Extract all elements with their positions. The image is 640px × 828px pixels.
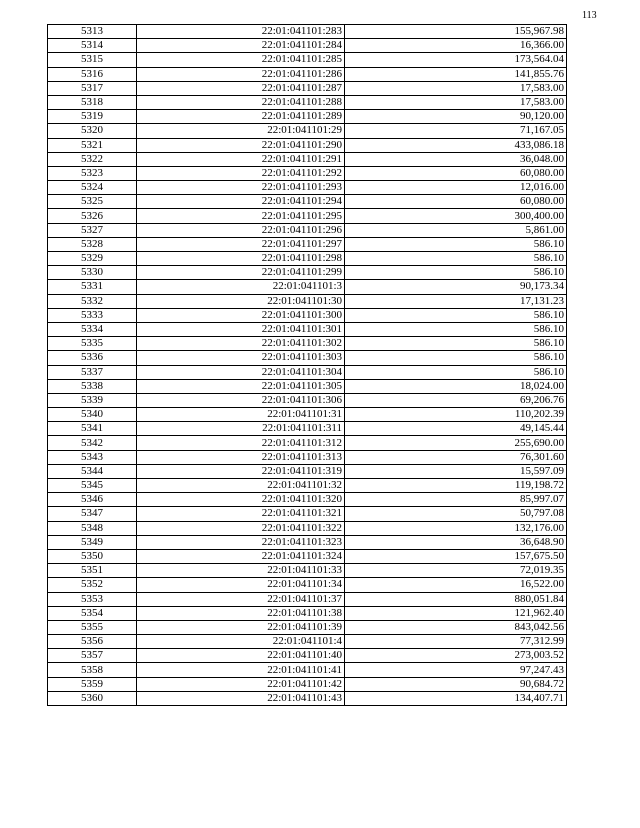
row-number-cell: 5335 (48, 337, 137, 351)
row-number-cell: 5326 (48, 209, 137, 223)
cadastral-number-cell: 22:01:041101:297 (137, 237, 345, 251)
cadastral-number-cell: 22:01:041101:302 (137, 337, 345, 351)
amount-cell: 69,206.76 (345, 393, 567, 407)
table-row (48, 209, 567, 223)
cadastral-number-cell: 22:01:041101:283 (137, 25, 345, 39)
amount-cell: 255,690.00 (345, 436, 567, 450)
amount-cell: 586.10 (345, 308, 567, 322)
table-row (48, 67, 567, 81)
table-row (48, 663, 567, 677)
table-row (48, 521, 567, 535)
cadastral-number-cell: 22:01:041101:29 (137, 124, 345, 138)
row-number-cell: 5320 (48, 124, 137, 138)
table-row (48, 493, 567, 507)
row-number-cell: 5360 (48, 691, 137, 705)
table-row (48, 166, 567, 180)
table-row (48, 308, 567, 322)
table-row (48, 408, 567, 422)
cadastral-number-cell: 22:01:041101:285 (137, 53, 345, 67)
cadastral-number-cell: 22:01:041101:299 (137, 266, 345, 280)
amount-cell: 110,202.39 (345, 408, 567, 422)
cadastral-number-cell: 22:01:041101:305 (137, 379, 345, 393)
table-row (48, 124, 567, 138)
amount-cell: 132,176.00 (345, 521, 567, 535)
row-number-cell: 5351 (48, 564, 137, 578)
amount-cell: 141,855.76 (345, 67, 567, 81)
cadastral-number-cell: 22:01:041101:286 (137, 67, 345, 81)
row-number-cell: 5354 (48, 606, 137, 620)
table-row (48, 237, 567, 251)
cadastral-number-cell: 22:01:041101:38 (137, 606, 345, 620)
cadastral-number-cell: 22:01:041101:304 (137, 365, 345, 379)
row-number-cell: 5330 (48, 266, 137, 280)
cadastral-number-cell: 22:01:041101:34 (137, 578, 345, 592)
row-number-cell: 5350 (48, 549, 137, 563)
row-number-cell: 5342 (48, 436, 137, 450)
amount-cell: 173,564.04 (345, 53, 567, 67)
table-row (48, 606, 567, 620)
cadastral-number-cell: 22:01:041101:42 (137, 677, 345, 691)
row-number-cell: 5337 (48, 365, 137, 379)
cadastral-number-cell: 22:01:041101:324 (137, 549, 345, 563)
table-row (48, 25, 567, 39)
row-number-cell: 5355 (48, 620, 137, 634)
row-number-cell: 5328 (48, 237, 137, 251)
row-number-cell: 5343 (48, 450, 137, 464)
amount-cell: 119,198.72 (345, 479, 567, 493)
table-row (48, 223, 567, 237)
row-number-cell: 5329 (48, 252, 137, 266)
cadastral-number-cell: 22:01:041101:288 (137, 95, 345, 109)
row-number-cell: 5359 (48, 677, 137, 691)
cadastral-number-cell: 22:01:041101:321 (137, 507, 345, 521)
amount-cell: 157,675.50 (345, 549, 567, 563)
row-number-cell: 5358 (48, 663, 137, 677)
table-row (48, 677, 567, 691)
amount-cell: 586.10 (345, 237, 567, 251)
row-number-cell: 5340 (48, 408, 137, 422)
table-row (48, 564, 567, 578)
cadastral-number-cell: 22:01:041101:30 (137, 294, 345, 308)
table-row (48, 39, 567, 53)
amount-cell: 90,173.34 (345, 280, 567, 294)
row-number-cell: 5338 (48, 379, 137, 393)
cadastral-number-cell: 22:01:041101:43 (137, 691, 345, 705)
amount-cell: 586.10 (345, 337, 567, 351)
table-row (48, 379, 567, 393)
amount-cell: 50,797.08 (345, 507, 567, 521)
row-number-cell: 5336 (48, 351, 137, 365)
cadastral-number-cell: 22:01:041101:290 (137, 138, 345, 152)
cadastral-number-cell: 22:01:041101:4 (137, 635, 345, 649)
table-row (48, 393, 567, 407)
row-number-cell: 5318 (48, 95, 137, 109)
amount-cell: 60,080.00 (345, 195, 567, 209)
cadastral-number-cell: 22:01:041101:313 (137, 450, 345, 464)
cadastral-number-cell: 22:01:041101:284 (137, 39, 345, 53)
table-row (48, 507, 567, 521)
amount-cell: 90,684.72 (345, 677, 567, 691)
cadastral-number-cell: 22:01:041101:3 (137, 280, 345, 294)
cadastral-number-cell: 22:01:041101:39 (137, 620, 345, 634)
row-number-cell: 5339 (48, 393, 137, 407)
row-number-cell: 5324 (48, 181, 137, 195)
cadastral-number-cell: 22:01:041101:323 (137, 535, 345, 549)
amount-cell: 300,400.00 (345, 209, 567, 223)
amount-cell: 880,051.84 (345, 592, 567, 606)
data-table (47, 24, 567, 706)
table-row (48, 450, 567, 464)
cadastral-number-cell: 22:01:041101:300 (137, 308, 345, 322)
amount-cell: 586.10 (345, 252, 567, 266)
cadastral-number-cell: 22:01:041101:303 (137, 351, 345, 365)
row-number-cell: 5352 (48, 578, 137, 592)
amount-cell: 85,997.07 (345, 493, 567, 507)
cadastral-number-cell: 22:01:041101:306 (137, 393, 345, 407)
row-number-cell: 5322 (48, 152, 137, 166)
table-row (48, 95, 567, 109)
cadastral-number-cell: 22:01:041101:37 (137, 592, 345, 606)
table-row (48, 592, 567, 606)
amount-cell: 97,247.43 (345, 663, 567, 677)
table-row (48, 649, 567, 663)
table-row (48, 252, 567, 266)
row-number-cell: 5348 (48, 521, 137, 535)
cadastral-number-cell: 22:01:041101:32 (137, 479, 345, 493)
amount-cell: 433,086.18 (345, 138, 567, 152)
row-number-cell: 5314 (48, 39, 137, 53)
cadastral-number-cell: 22:01:041101:301 (137, 322, 345, 336)
row-number-cell: 5325 (48, 195, 137, 209)
row-number-cell: 5347 (48, 507, 137, 521)
table-row (48, 578, 567, 592)
row-number-cell: 5344 (48, 464, 137, 478)
cadastral-number-cell: 22:01:041101:312 (137, 436, 345, 450)
cadastral-number-cell: 22:01:041101:291 (137, 152, 345, 166)
table-row (48, 549, 567, 563)
amount-cell: 76,301.60 (345, 450, 567, 464)
cadastral-number-cell: 22:01:041101:293 (137, 181, 345, 195)
amount-cell: 586.10 (345, 365, 567, 379)
amount-cell: 72,019.35 (345, 564, 567, 578)
amount-cell: 273,003.52 (345, 649, 567, 663)
amount-cell: 36,648.90 (345, 535, 567, 549)
amount-cell: 18,024.00 (345, 379, 567, 393)
cadastral-number-cell: 22:01:041101:322 (137, 521, 345, 535)
amount-cell: 5,861.00 (345, 223, 567, 237)
row-number-cell: 5321 (48, 138, 137, 152)
table-row (48, 479, 567, 493)
row-number-cell: 5349 (48, 535, 137, 549)
cadastral-number-cell: 22:01:041101:41 (137, 663, 345, 677)
amount-cell: 17,583.00 (345, 81, 567, 95)
table-row (48, 322, 567, 336)
cadastral-number-cell: 22:01:041101:319 (137, 464, 345, 478)
amount-cell: 60,080.00 (345, 166, 567, 180)
table-row (48, 81, 567, 95)
table-row (48, 337, 567, 351)
table-row (48, 691, 567, 705)
table-row (48, 620, 567, 634)
row-number-cell: 5327 (48, 223, 137, 237)
row-number-cell: 5316 (48, 67, 137, 81)
amount-cell: 49,145.44 (345, 422, 567, 436)
table-row (48, 422, 567, 436)
table-row (48, 436, 567, 450)
table-row (48, 195, 567, 209)
table-row (48, 294, 567, 308)
row-number-cell: 5319 (48, 110, 137, 124)
table-row (48, 280, 567, 294)
cadastral-number-cell: 22:01:041101:311 (137, 422, 345, 436)
cadastral-number-cell: 22:01:041101:298 (137, 252, 345, 266)
table-row (48, 138, 567, 152)
cadastral-number-cell: 22:01:041101:296 (137, 223, 345, 237)
row-number-cell: 5333 (48, 308, 137, 322)
row-number-cell: 5356 (48, 635, 137, 649)
amount-cell: 77,312.99 (345, 635, 567, 649)
row-number-cell: 5341 (48, 422, 137, 436)
amount-cell: 71,167.05 (345, 124, 567, 138)
amount-cell: 586.10 (345, 266, 567, 280)
row-number-cell: 5315 (48, 53, 137, 67)
amount-cell: 90,120.00 (345, 110, 567, 124)
table-row (48, 535, 567, 549)
amount-cell: 16,522.00 (345, 578, 567, 592)
amount-cell: 586.10 (345, 322, 567, 336)
table-row (48, 110, 567, 124)
amount-cell: 155,967.98 (345, 25, 567, 39)
amount-cell: 843,042.56 (345, 620, 567, 634)
row-number-cell: 5332 (48, 294, 137, 308)
row-number-cell: 5313 (48, 25, 137, 39)
row-number-cell: 5331 (48, 280, 137, 294)
amount-cell: 121,962.40 (345, 606, 567, 620)
amount-cell: 17,583.00 (345, 95, 567, 109)
cadastral-number-cell: 22:01:041101:31 (137, 408, 345, 422)
row-number-cell: 5357 (48, 649, 137, 663)
amount-cell: 16,366.00 (345, 39, 567, 53)
table-body (48, 25, 567, 706)
cadastral-number-cell: 22:01:041101:287 (137, 81, 345, 95)
cadastral-number-cell: 22:01:041101:294 (137, 195, 345, 209)
cadastral-number-cell: 22:01:041101:33 (137, 564, 345, 578)
table-row (48, 351, 567, 365)
row-number-cell: 5353 (48, 592, 137, 606)
amount-cell: 15,597.09 (345, 464, 567, 478)
amount-cell: 36,048.00 (345, 152, 567, 166)
table-row (48, 635, 567, 649)
cadastral-number-cell: 22:01:041101:40 (137, 649, 345, 663)
table-row (48, 464, 567, 478)
amount-cell: 12,016.00 (345, 181, 567, 195)
table-row (48, 266, 567, 280)
cadastral-number-cell: 22:01:041101:289 (137, 110, 345, 124)
row-number-cell: 5334 (48, 322, 137, 336)
amount-cell: 17,131.23 (345, 294, 567, 308)
row-number-cell: 5323 (48, 166, 137, 180)
table-row (48, 53, 567, 67)
table-row (48, 181, 567, 195)
row-number-cell: 5345 (48, 479, 137, 493)
cadastral-number-cell: 22:01:041101:320 (137, 493, 345, 507)
cadastral-number-cell: 22:01:041101:295 (137, 209, 345, 223)
table-row (48, 152, 567, 166)
row-number-cell: 5317 (48, 81, 137, 95)
page-number: 113 (582, 10, 597, 21)
amount-cell: 586.10 (345, 351, 567, 365)
row-number-cell: 5346 (48, 493, 137, 507)
table-row (48, 365, 567, 379)
amount-cell: 134,407.71 (345, 691, 567, 705)
cadastral-number-cell: 22:01:041101:292 (137, 166, 345, 180)
